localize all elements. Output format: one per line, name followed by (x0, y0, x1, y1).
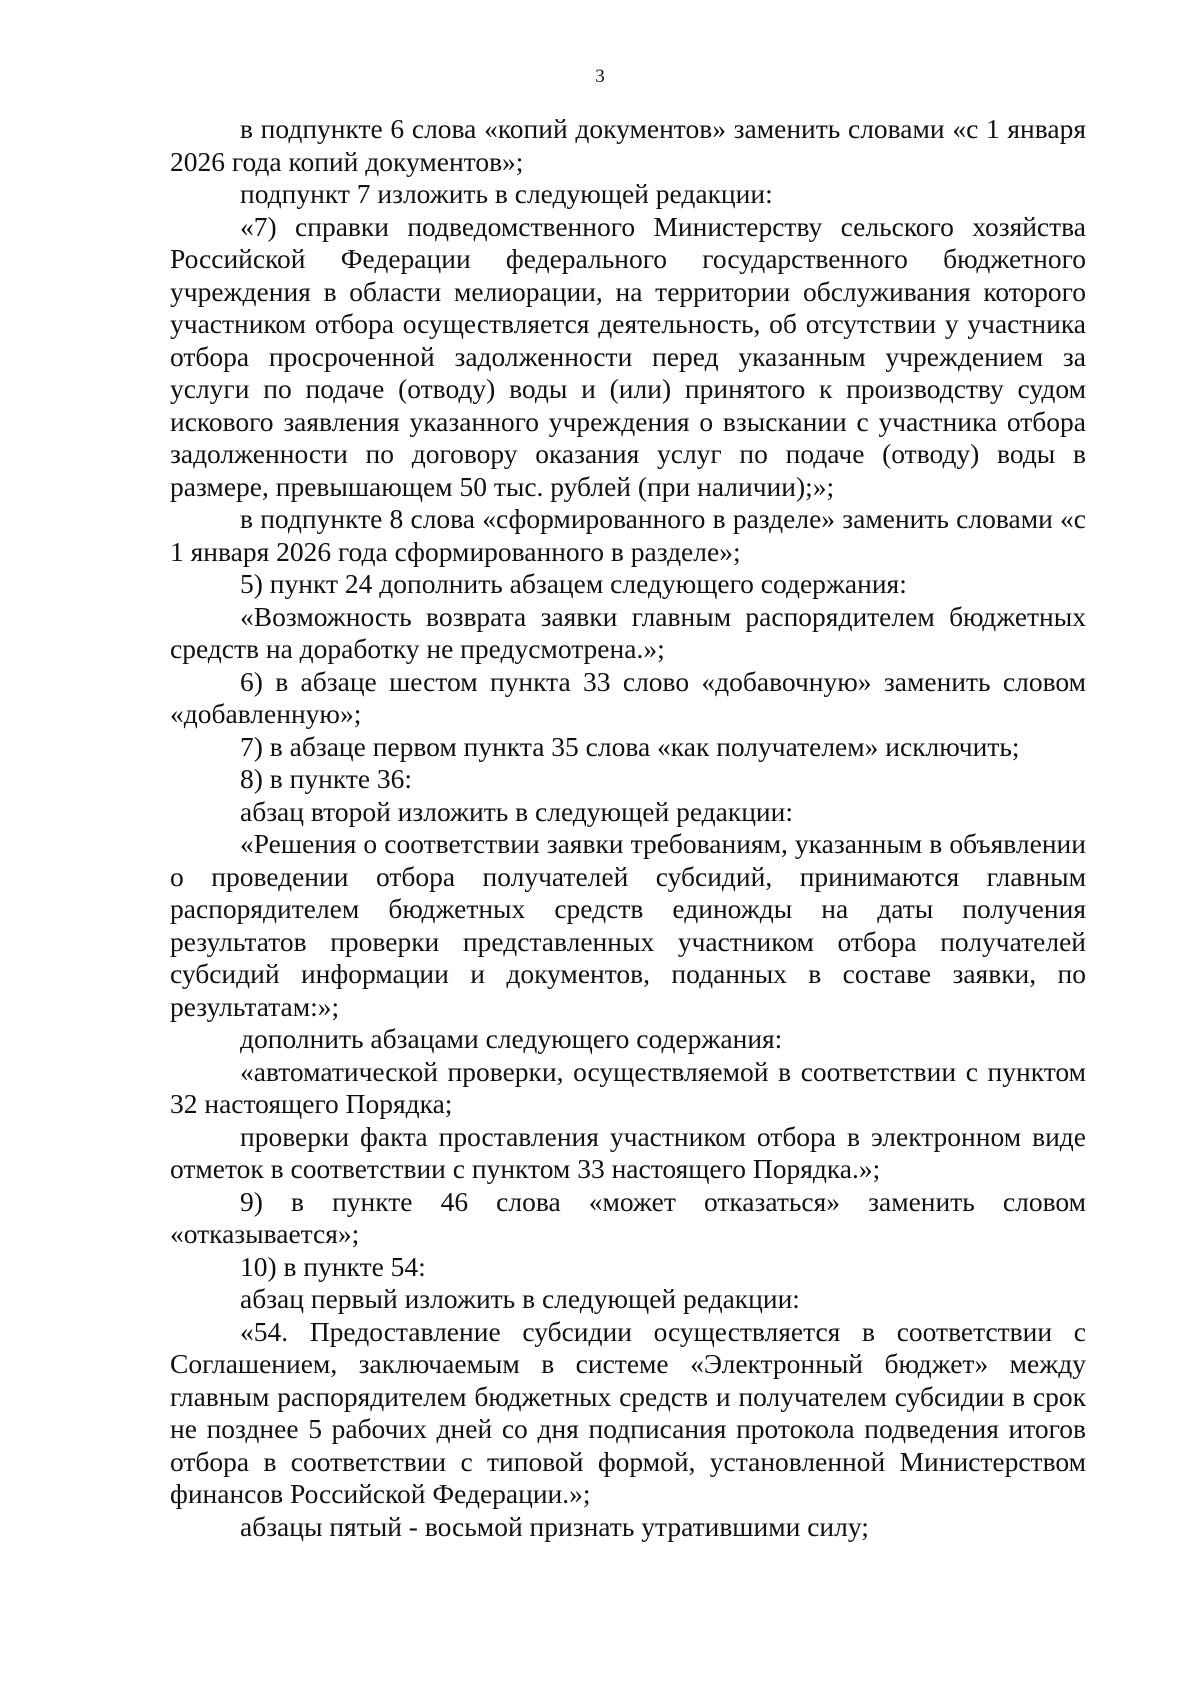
paragraph: «7) справки подведомственного Министерству сельского хозяйства Российской Федерации федерального государственного бюджетного учреждения в области мелиорации, на территории обслуживания которого участником отбора осуществляется деятельность, об отсутствии у участника отбора просроченной задолженности перед указанным учреждением за услуги по подаче (отводу) воды и (или) принятого к производству судом искового заявления указанного учреждения о взыскании с участника отбора задолженности по договору оказания услуг по подаче (отводу) воды в размере, превышающем 50 тыс. рублей (при наличии);»; (170, 210, 1086, 502)
paragraph: «Возможность возврата заявки главным распорядителем бюджетных средств на доработку не предусмотрена.»; (170, 600, 1086, 664)
paragraph: 5) пункт 24 дополнить абзацем следующего содержания: (240, 568, 907, 599)
paragraph: 7) в абзаце первом пункта 35 слова «как получателем» исключить; (240, 730, 1020, 762)
page-number: 3 (595, 66, 605, 87)
paragraph: в подпункте 6 слова «копий документов» заменить словами «с 1 января 2026 года копий документов»; (170, 113, 1086, 177)
paragraph: «Решения о соответствии заявки требованиям, указанным в объявлении о проведении отбора получателей субсидий, принимаются главным распорядителем бюджетных средств единожды на даты получения результатов проверки представленных участником отбора получателей субсидий информации и документов, поданных в составе заявки, по результатам:»; (170, 828, 1086, 1022)
paragraph: «автоматической проверки, осуществляемой в соответствии с пунктом 32 настоящего Порядка; (170, 1055, 1086, 1119)
paragraph: дополнить абзацами следующего содержания: (240, 1023, 783, 1054)
paragraph: абзацы пятый - восьмой признать утратившими силу; (240, 1510, 869, 1542)
paragraph: проверки факта проставления участником отбора в электронном виде отметок в соответствии с пунктом 33 настоящего Порядка.»; (170, 1120, 1086, 1184)
paragraph: 6) в абзаце шестом пункта 33 слово «добавочную» заменить словом «добавленную»; (170, 665, 1086, 729)
paragraph: подпункт 7 изложить в следующей редакции: (240, 178, 773, 209)
paragraph: 10) в пункте 54: (240, 1250, 426, 1282)
paragraph: абзац первый изложить в следующей редакции: (240, 1283, 800, 1314)
paragraph: 9) в пункте 46 слова «может отказаться» заменить словом «отказывается»; (170, 1185, 1086, 1249)
document-body (170, 113, 1086, 1543)
paragraph: абзац второй изложить в следующей редакции: (240, 795, 794, 827)
paragraph: 8) в пункте 36: (240, 763, 413, 794)
paragraph: «54. Предоставление субсидии осуществляется в соответствии с Соглашением, заключаемым в системе «Электронный бюджет» между главным распорядителем бюджетных средств и получателем субсидии в срок не позднее 5 рабочих дней со дня подписания протокола подведения итогов отбора в соответствии с типовой формой, установленной Министерством финансов Российской Федерации.»; (170, 1315, 1086, 1509)
paragraph: в подпункте 8 слова «сформированного в разделе» заменить словами «с 1 января 2026 года сформированного в разделе»; (170, 503, 1086, 567)
